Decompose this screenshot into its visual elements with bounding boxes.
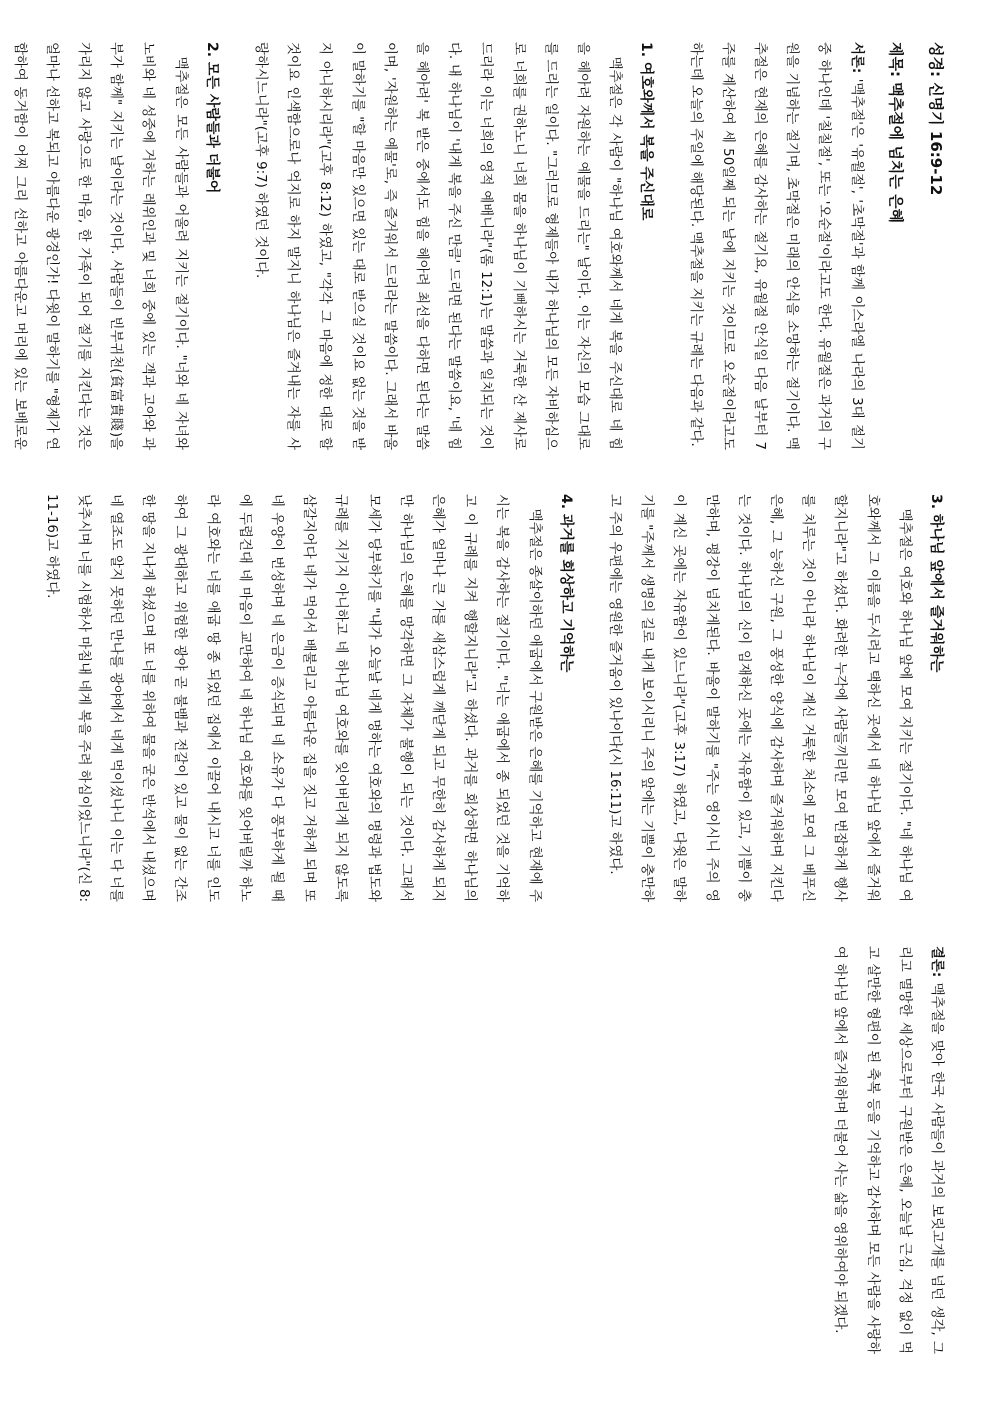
introduction-text: '맥추절'은 '유월절', '초막절'과 함께 이스라엘 나라의 3대 절기 중 하나인데 '칠칠절', 또는 '오순절'이라고도 한다. 유월절은 과거의 구원을 기념하는 절기며, 초막절은 미래의 안식을 소망하는 절기이다. 맥추절은 현재의 은혜를 감사하는 절기요, 유월절 안식일 다음 날부터 7주를 계산하여 세 50일째 되는 날에 지키는 것이므로 오순절이라고도 하는데 오늘의 주일에 해당된다. 맥추절을 지키는 규례는 다음과 같다. [687, 42, 864, 450]
section-3-heading: 3. 하나님 앞에서 즐거워하는 [928, 494, 944, 673]
section-1-heading: 1. 여호와께서 복을 주신대로 [638, 42, 655, 221]
section-1-text: 맥추절은 각 사람이 "하나님 여호와께서 네게 복을 주신대로 네 힘을 헤아려 자원하는 예물을 드리는" 날이다. 이는 자신의 모습 그대로를 드리는 일이다. "그러므로 형제들아 내가 하나님의 모든 자비하심으로 너희를 권하노니 너희 몸을 하나님이 기뻐하시는 거룩한 산 제사로 드리라 이는 너희의 영적 예배니라"(롬 12:1)는 말씀과 일치되는 것이다. 내 하나님이 '내게 복을 주신 만큼' 드리면 된다는 말씀이요, '네 힘을 헤아려' 복 받은 중에서도 힘을 헤아려 최선을 다하면 된다는 말씀이며, '자원하는 예물'로, 즉 즐거워서 드리라는 말씀이다. 그래서 바울이 말하기를 "할 마음만 있으면 있는 대로 받으실 것이요 없는 것을 받지 아니하시리라"(고후 8:12) 하였고, "각각 그 마음에 정한 대로 할 것이요 인색함으로나 억지로 하지 말지니 하나님은 즐겨내는 자를 사랑하시느니라"(고후 9:7) 하였던 것이다. [252, 42, 623, 450]
conclusion-paragraph [823, 946, 952, 1354]
sermon-title: 제목: 맥추절에 넘치는 은혜 [886, 42, 905, 224]
section-2-heading: 2. 모든 사람들과 더불어 [203, 42, 220, 194]
column-3 [32, 946, 952, 1354]
section-4-heading: 4. 과거를 회상하고 기억하는 [557, 494, 574, 673]
introduction-paragraph [678, 42, 871, 450]
conclusion-text: 맥추절을 맞아 한국 사람들이 과거의 보릿고개를 넘던 생각, 그리고 멸망한 세상으로부터 구원받은 은혜, 오늘날 근심, 걱정 없이 먹고 살만한 형편이 된 축복 등을 기억하고 감사하며 모든 사람을 사랑하여 하나님 앞에서 즐거워하며 더불어 사는 삶을 영위하여야 되겠다. [832, 946, 944, 1354]
section-4-text: 맥추절은 종살이하던 애굽에서 구원받은 은혜를 기억하고 현재에 주시는 복을 감사하는 절기이다. "너는 애굽에서 종 되었던 것을 기억하고 이 규례를 지켜 행할지니라"고 하셨다. 과거를 회상하면 하나님의 은혜가 얼마나 큰 가를 새삼스럽게 깨닫게 되고 무한히 감사하게 되지만 하나님의 은혜를 망각하면 그 자체가 불행이 되는 것이다. 그래서 모세가 당부하기를 "내가 오늘날 네게 명하는 여호와의 명령과 법도와 규례를 지키지 아니하고 네 하나님 여호와를 잊어버리게 되지 않도록 삼갈지어다 네가 먹어서 배불리고 아름다운 집을 짓고 거하게 되며 또 네 우양이 번성하며 네 은금이 증식되며 네 소유가 다 풍부하게 될 때에 두렵건대 네 마음이 교만하여 네 하나님 여호와를 잊어버릴까 하노라 여호와는 너를 애굽 땅 종 되었던 집에서 이끌어 내시고 너를 인도하여 그 광대하고 위험한 광야 곧 불뱀과 전갈이 있고 물이 없는 간조한 땅을 지나게 하셨으며 또 너를 위하여 물을 굳은 반석에서 내셨으며 네 열조도 알지 못하던 만나를 광야에서 네게 먹이셨나니 이는 다 너를 낮추시며 너를 시험하사 마침내 네게 복을 주려 하심이었느니라"(신 8:11-16)고 하였다. [43, 494, 542, 902]
section-3-text: 맥추절은 여호와 하나님 앞에 모여 지키는 절기이다. "네 하나님 여호와께서 그 이름을 두시려고 택하신 곳에서 네 하나님 앞에서 즐거워 할지니라"고 하셨다. 화려한 누각에 사람들끼리만 모여 번잡하게 행사를 치루는 것이 아니라 하나님이 계신 거룩한 처소에 모여 그 베푸신 은혜, 그 능하신 구원, 그 풍성한 양식에 감사하며 즐거워하며 지킨다는 것이다. 하나님의 신이 임재하신 곳에는 자유함이 있고, 기쁨이 충만하며, 평강이 넘치게된다. 바울이 말하기를 "주는 영이시니 주의 영이 계신 곳에는 자유함이 있느니라"(고후 3:17) 하였고, 다윗은 말하기를 "주께서 생명의 길로 내게 보이시리니 주의 앞에는 기쁨이 충만하고 주의 우편에는 영원한 즐거움이 있나이다(시 16:11)고 하였다. [606, 494, 912, 902]
conclusion-label: 결론: [929, 946, 944, 978]
section-2-text: 맥추절은 모든 사람들과 어울려 지키는 절기이다. "너와 네 자녀와 노비와 네 성중에 거하는 레위인과 및 너희 중에 있는 객과 고아와 과부가 함께" 지키는 날이라는 것이다. 사람들이 빈부귀천(貧富貴賤)을 가리지 않고 사랑으로 한 마음, 한 가족이 되어 절기를 지킨다는 것은 얼마나 선하고 복되고 아름다운 광경인가! 다윗이 말하기를 "형제가 연합하여 동거함이 어찌 그리 선하고 아름다운고 머리에 있는 보배로운 [11, 42, 188, 450]
column-1 [11, 42, 952, 450]
scripture-heading: 성경: 신명기 16:9-12 [927, 42, 945, 196]
introduction-label: 서론: [848, 42, 864, 74]
column-2 [32, 494, 952, 902]
